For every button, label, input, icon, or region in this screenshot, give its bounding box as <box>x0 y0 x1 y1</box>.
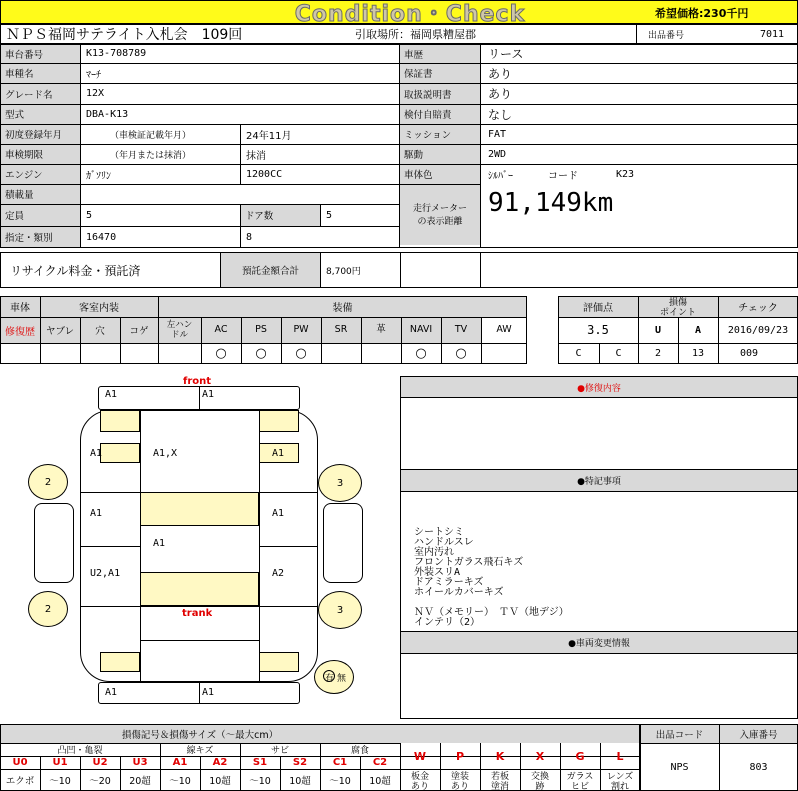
chassis-value: K13-708789 <box>86 48 147 59</box>
equip-mark-3: ○ <box>295 346 307 361</box>
doors-value: 5 <box>326 209 333 221</box>
warranty-value: あり <box>488 66 513 81</box>
equip-col-3: PW <box>293 324 309 335</box>
special-note-5: ドアミラーキズ <box>414 577 484 588</box>
front-label: front <box>183 375 212 387</box>
legend-size-2: ～20 <box>89 776 111 787</box>
code-value: NPS <box>670 761 689 773</box>
mark-fender-left: A1 <box>90 448 103 459</box>
score-value: 3.5 <box>587 323 609 337</box>
entry-value: 803 <box>749 761 768 773</box>
meter-label-2: の表示距離 <box>417 216 463 227</box>
check-label: チェック <box>738 303 778 314</box>
equip-mark-0 <box>158 343 201 364</box>
legend-code-2: U2 <box>92 757 108 768</box>
legend-extra-code-5: L <box>616 749 624 763</box>
tire-front-right: 3 <box>318 464 362 502</box>
legend-size-7: 10超 <box>289 776 311 787</box>
score-label: 評価点 <box>583 303 613 314</box>
chassis-label: 車台番号 <box>5 49 44 61</box>
damage-point-label-2: ポイント <box>659 308 696 317</box>
legend-extra-code-3: X <box>535 749 545 763</box>
model-value: DBA-K13 <box>86 108 129 120</box>
grade-value: 12X <box>86 88 105 99</box>
history-value: リース <box>488 47 524 61</box>
mark-door-front-left: A1 <box>90 508 103 519</box>
first-reg-value: 24年11月 <box>246 130 292 142</box>
deposit-label: 預託金額合計 <box>241 266 299 277</box>
legend-title: 損傷記号＆損傷サイズ（～最大cm） <box>121 729 279 741</box>
legend-extra-desc-b-2: 塗消 <box>490 781 509 790</box>
equip-mark-4 <box>321 343 361 364</box>
legend-extra-code-1: P <box>455 749 465 763</box>
equip-col-8: AW <box>496 324 512 335</box>
check-date: 2016/09/23 <box>727 324 789 336</box>
legend-size-0: エクボ <box>5 776 35 787</box>
model-label: 型式 <box>5 110 25 121</box>
seats-label: 定員 <box>5 211 25 222</box>
body-header: 車体 <box>10 303 30 314</box>
no-mark: 無 <box>337 673 347 683</box>
equip-mark-1: ○ <box>215 346 227 361</box>
displacement-value: 1200CC <box>246 168 283 180</box>
legend-code-5: A2 <box>212 757 228 768</box>
doors-label: ドア数 <box>245 211 274 222</box>
legend-code-6: S1 <box>252 757 268 768</box>
legend-size-4: ～10 <box>169 776 191 787</box>
designation-label: 指定・類別 <box>5 233 53 244</box>
yes-mark: 有 <box>325 673 335 683</box>
equip-col-7: TV <box>454 324 468 335</box>
legend-code-9: C2 <box>372 757 388 768</box>
special-note-6: ホイールカバーキズ <box>414 587 504 598</box>
damage-head-a: A <box>694 324 702 336</box>
engine-label: エンジン <box>5 170 43 181</box>
drive-value: 2WD <box>488 148 507 160</box>
legend-extra-desc-b-3: 跡 <box>535 781 545 790</box>
inspect-value: 抹消 <box>246 150 266 162</box>
special-note-0: シートシミ <box>414 527 464 538</box>
legend-size-5: 10超 <box>209 776 231 787</box>
special-note-4: 外装スリA <box>414 567 461 578</box>
yes-circle-icon <box>323 670 335 682</box>
legend-extra-code-2: K <box>495 749 505 763</box>
grade-label: グレード名 <box>5 89 53 101</box>
legend-extra-desc-a-2: 若板 <box>490 771 509 780</box>
repair-header: 修復歴 <box>5 326 35 338</box>
legend-group-1: 線キズ <box>186 746 214 756</box>
legend-group-3: 腐食 <box>350 746 369 756</box>
equip-col-6: NAVI <box>409 324 433 335</box>
inspect-hint: （年月または抹消） <box>110 150 192 161</box>
legend-code-0: U0 <box>12 757 28 768</box>
mark-door-rear-right: A2 <box>272 568 285 579</box>
equip-col-2: PS <box>255 324 267 335</box>
entry-label: 入庫番号 <box>739 729 778 741</box>
legend-extra-desc-b-0: あり <box>410 781 429 790</box>
seats-value: 5 <box>86 209 93 221</box>
mark-front-left: A1 <box>105 389 118 400</box>
equip-mark-7: ○ <box>455 346 467 361</box>
legend-extra-desc-a-1: 塗装 <box>450 771 469 780</box>
legend-extra-code-0: W <box>413 749 427 763</box>
name-value: ﾏｰﾁ <box>86 69 101 81</box>
legend-extra-desc-a-0: 板金 <box>410 771 429 780</box>
check-no: 009 <box>740 348 759 359</box>
equip-mark-5 <box>361 343 401 364</box>
interior-col-2: コゲ <box>129 326 149 337</box>
mark-front-right: A1 <box>202 389 215 400</box>
category-value: 8 <box>246 231 253 243</box>
legend-code-3: U3 <box>132 757 148 768</box>
mission-value: FAT <box>488 128 507 140</box>
interior-col-1: 穴 <box>95 326 105 337</box>
trunk-label: trank <box>182 607 213 619</box>
mileage-value: 91,149km <box>488 188 614 218</box>
mark-door-rear-left: U2,A1 <box>90 568 121 579</box>
tire-rear-left: 2 <box>28 591 68 627</box>
equip-mark-8 <box>481 343 527 364</box>
mark-roof: A1 <box>153 538 166 549</box>
legend-code-1: U1 <box>52 757 68 768</box>
equip-col-5: 革 <box>376 324 386 335</box>
color-code-value: K23 <box>616 168 635 180</box>
drive-label: 駆動 <box>404 150 424 161</box>
designation-value: 16470 <box>86 231 117 243</box>
code-label: 出品コード <box>655 729 704 741</box>
spare-label: 検付自賠責 <box>404 110 452 121</box>
color-label: 車体色 <box>404 170 433 181</box>
listing-no: 7011 <box>760 28 785 40</box>
mark-rear-right: A1 <box>202 687 215 698</box>
score-sub-1: C <box>575 348 582 359</box>
damage-head-u: U <box>654 324 662 336</box>
manual-label: 取扱説明書 <box>404 89 452 101</box>
equip-mark-6: ○ <box>415 346 427 361</box>
mirror-left <box>34 503 74 583</box>
special-note-9: インテリ（2） <box>414 617 481 628</box>
first-reg-hint: （車検証記載年月） <box>110 130 192 141</box>
interior-header: 客室内装 <box>79 303 119 314</box>
manual-value: あり <box>488 87 513 101</box>
score-sub-2: C <box>615 348 622 359</box>
recycle-label: リサイクル料金・預託済 <box>10 263 141 278</box>
legend-size-1: ～10 <box>49 776 71 787</box>
equip-header: 装備 <box>332 303 353 314</box>
legend-extra-desc-a-3: 交換 <box>530 771 549 780</box>
mark-hood: A1,X <box>153 448 178 459</box>
legend-extra-desc-a-4: ガラス <box>566 771 594 780</box>
legend-size-9: 10超 <box>369 776 391 787</box>
spare-value: なし <box>488 107 513 122</box>
legend-extra-code-4: G <box>575 749 585 763</box>
special-note-1: ハンドルスレ <box>414 537 474 548</box>
special-note-3: フロントガラス飛石キズ <box>414 557 524 568</box>
deposit-value: 8,700円 <box>326 266 361 277</box>
legend-extra-desc-b-4: ヒビ <box>570 781 589 790</box>
banner-title: Condition・Check <box>294 1 526 24</box>
meter-label-1: 走行メーター <box>412 203 467 214</box>
special-title: ●特記事項 <box>577 476 621 487</box>
legend-group-0: 凸凹・亀裂 <box>57 746 103 756</box>
legend-size-6: ～10 <box>249 776 271 787</box>
price-label: 希望価格:230千円 <box>655 7 749 20</box>
first-reg-label: 初度登録年月 <box>5 130 63 141</box>
damage-point-label-1: 損傷 <box>668 298 687 307</box>
legend-size-3: 20超 <box>129 776 151 787</box>
damage-val-a: 13 <box>691 348 705 359</box>
color-value: ｼﾙﾊﾞｰ <box>488 170 513 182</box>
name-label: 車種名 <box>5 69 34 80</box>
special-note-2: 室内汚れ <box>414 547 454 558</box>
legend-extra-desc-b-1: あり <box>450 781 469 790</box>
pickup-place: 引取場所：福岡県糟屋郡 <box>355 28 476 41</box>
equip-col-4: SR <box>334 324 348 335</box>
mission-label: ミッション <box>404 130 452 141</box>
special-note-8: ＮＶ（メモリー） ＴＶ（地デジ） <box>414 607 569 618</box>
legend-code-8: C1 <box>332 757 348 768</box>
interior-col-0: ヤブレ <box>45 326 75 337</box>
legend-size-8: ～10 <box>329 776 351 787</box>
auction-name: ＮＰＳ福岡サテライト入札会 109回 <box>6 27 243 43</box>
fuel-value: ｶﾞｿﾘﾝ <box>86 170 111 182</box>
legend-group-2: サビ <box>270 746 289 756</box>
tire-rear-right: 3 <box>318 591 362 629</box>
change-title: ●車両変更情報 <box>568 638 630 649</box>
legend-extra-desc-b-5: 割れ <box>610 781 629 790</box>
repair-title: ●修復内容 <box>577 383 621 394</box>
inspect-label: 車検期限 <box>5 150 44 161</box>
mark-rear-left: A1 <box>105 687 118 698</box>
capacity-label: 積載量 <box>5 190 34 201</box>
history-label: 車歴 <box>404 49 424 61</box>
equip-col-0: 左ハン ドル <box>166 320 193 340</box>
damage-val-u: 2 <box>654 348 662 359</box>
listing-no-label: 出品番号 <box>648 30 685 41</box>
mark-fender-right: A1 <box>272 448 285 459</box>
color-code-label: コード <box>548 170 578 182</box>
equip-col-1: AC <box>214 324 228 335</box>
warranty-label: 保証書 <box>404 69 433 80</box>
legend-extra-desc-a-5: レンズ <box>606 771 634 780</box>
equip-mark-2: ○ <box>255 346 267 361</box>
legend-code-7: S2 <box>292 757 308 768</box>
tire-front-left: 2 <box>28 464 68 500</box>
legend-code-4: A1 <box>172 757 188 768</box>
mark-door-front-right: A1 <box>272 508 285 519</box>
mirror-right <box>323 503 363 583</box>
